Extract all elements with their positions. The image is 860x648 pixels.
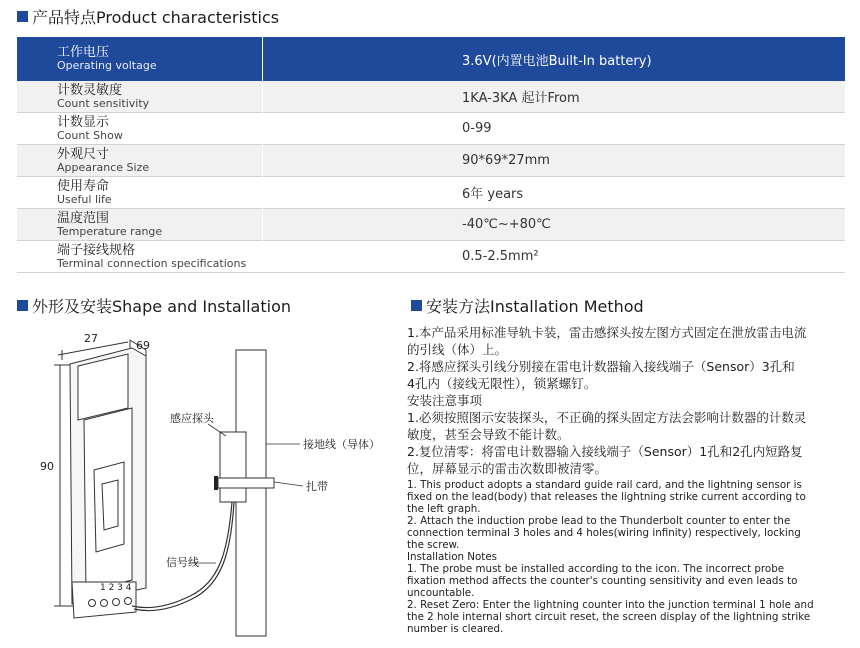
spec-table — [17, 37, 845, 273]
spec-label-cn: 使用寿命 — [57, 178, 110, 194]
spec-value: 3.6V(内置电池Built-In battery) — [301, 37, 845, 81]
dim-label-width: 27 — [84, 332, 98, 345]
method-en-line: 2. Reset Zero: Enter the lightning counter into the junction terminal 1 hole and — [407, 599, 814, 611]
spec-label-cn: 工作电压 — [57, 45, 110, 60]
method-en-line: Installation Notes — [407, 551, 498, 563]
spec-label-en: Appearance Size — [57, 160, 150, 174]
method-en-line: 1. This product adopts a standard guide rail card, and the lightning sensor is — [407, 479, 802, 491]
tie-strap-band — [218, 478, 274, 488]
method-cn-line: 安装注意事项 — [407, 393, 483, 408]
terminal-numbers: 1 2 3 4 — [100, 583, 132, 593]
method-en-line: the screw. — [407, 539, 460, 551]
method-en-line: 2. Attach the induction probe lead to the Thunderbolt counter to enter the — [407, 515, 791, 527]
device-top-cover — [78, 354, 128, 420]
spec-value: 90*69*27mm — [301, 145, 845, 177]
spec-label-cn: 计数显示 — [57, 114, 110, 130]
label-tie: 扎带 — [306, 480, 328, 493]
method-cn-line: 位，屏幕显示的雷击次数即被清零。 — [407, 461, 608, 476]
sensor-probe — [220, 432, 246, 502]
square-bullet-icon — [17, 300, 28, 311]
section-title-shape: 外形及安装Shape and Installation — [17, 294, 291, 317]
method-cn-line: 1.必须按照图示安装探头，不正确的探头固定方法会影响计数器的计数灵 — [407, 410, 807, 425]
method-en-line: fixed on the lead(body) that releases the lightning strike current according to — [407, 491, 806, 503]
terminal-hole — [89, 600, 96, 607]
method-en-line: number is cleared. — [407, 623, 504, 635]
installation-diagram — [20, 320, 400, 648]
dim-label-depth: 69 — [136, 339, 150, 352]
tie-strap — [214, 476, 218, 490]
square-bullet-icon — [411, 300, 422, 311]
device-display-window — [102, 480, 118, 530]
spec-label-en: Temperature range — [57, 224, 163, 238]
terminal-hole — [125, 598, 132, 605]
method-cn-line: 的引线（体）上。 — [407, 342, 508, 357]
spec-label-en: Count sensitivity — [57, 96, 150, 110]
spec-value: 0.5-2.5mm² — [301, 241, 845, 273]
method-en-line: 1. The probe must be installed according to the icon. The incorrect probe — [407, 563, 785, 575]
spec-row-terminal — [17, 241, 845, 273]
method-en-line: uncountable. — [407, 587, 475, 599]
spec-label-cn: 端子接线规格 — [57, 242, 136, 258]
spec-row-size — [17, 145, 845, 177]
terminal-hole — [101, 600, 108, 607]
method-cn-line: 4孔内（接线无限性），锁紧螺钉。 — [407, 376, 597, 391]
method-en-line: connection terminal 3 holes and 4 holes(wiring infinity) respectively, locking — [407, 527, 801, 539]
section-title-product: 产品特点Product characteristics — [17, 5, 279, 28]
label-sensor: 感应探头 — [170, 412, 214, 425]
section-title-method: 安装方法Installation Method — [411, 294, 644, 317]
method-cn-line: 2.复位清零：将雷电计数器输入接线端子（Sensor）1孔和2孔内短路复 — [407, 444, 803, 459]
spec-label-en: Count Show — [57, 128, 123, 142]
dim-label-height: 90 — [40, 460, 54, 473]
spec-row-temperature — [17, 209, 845, 241]
method-cn-line: 1.本产品采用标准导轨卡装，雷击感探头按左图方式固定在泄放雷击电流 — [407, 325, 807, 340]
method-en-line: the 2 hole internal short circuit reset, the screen display of the lightning strike — [407, 611, 811, 623]
spec-value: 6年 years — [301, 177, 845, 209]
spec-label-cn: 外观尺寸 — [57, 146, 110, 162]
method-en-line: the left graph. — [407, 503, 481, 515]
spec-row-voltage — [17, 37, 845, 81]
label-ground: 接地线（导体） — [303, 438, 380, 451]
spec-row-sensitivity — [17, 81, 845, 113]
method-en-line: fixation method affects the counter's counting sensitivity and even leads to — [407, 575, 798, 587]
installation-method-text — [407, 324, 847, 635]
spec-value: 0-99 — [301, 113, 845, 145]
spec-row-count-show — [17, 113, 845, 145]
spec-label-cn: 温度范围 — [57, 210, 110, 226]
label-signal: 信号线 — [166, 556, 199, 569]
method-cn-line: 敏度，甚至会导致不能计数。 — [407, 427, 570, 442]
square-bullet-icon — [17, 11, 28, 22]
spec-label-en: Operating voltage — [57, 59, 157, 72]
spec-label-en: Terminal connection specifications — [57, 256, 247, 270]
signal-wire — [132, 502, 232, 608]
spec-value: -40℃~+80℃ — [301, 209, 845, 241]
column-divider — [262, 37, 263, 269]
spec-label-cn: 计数灵敏度 — [57, 82, 123, 98]
method-cn-line: 2.将感应探头引线分别接在雷电计数器输入接线端子（Sensor）3孔和 — [407, 359, 795, 374]
spec-value: 1KA-3KA 起计From — [301, 81, 845, 113]
spec-row-life — [17, 177, 845, 209]
terminal-hole — [113, 599, 120, 606]
spec-label-en: Useful life — [57, 192, 112, 206]
